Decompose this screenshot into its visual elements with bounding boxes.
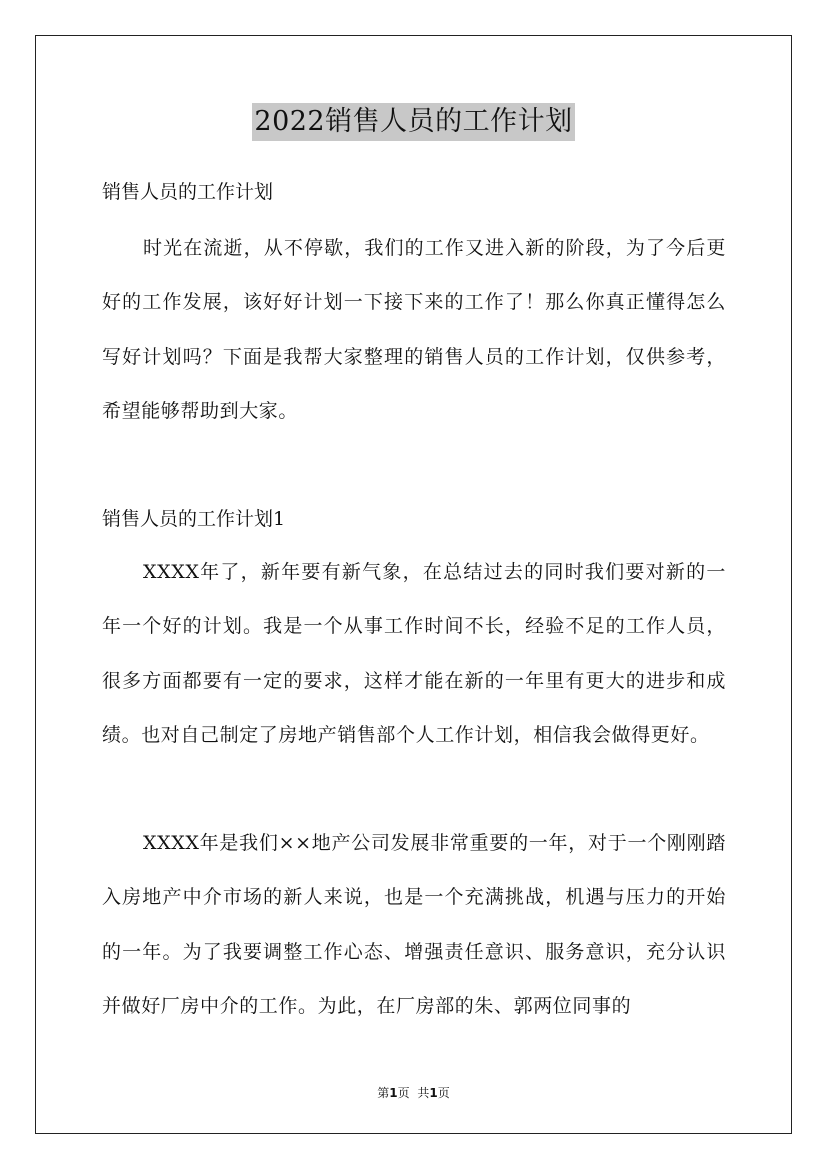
footer-total-pages: 1 <box>429 1086 438 1100</box>
footer-page-suffix: 页 <box>397 1086 410 1100</box>
page-footer <box>0 1086 827 1100</box>
footer-total-suffix: 页 <box>437 1086 450 1100</box>
document-title: 2022销售人员的工作计划 <box>252 103 574 141</box>
paragraph-2: XXXX年是我们××地产公司发展非常重要的一年，对于一个刚刚踏入房地产中介市场的新人来说，也是一个充满挑战，机遇与压力的开始的一年。为了我要调整工作心态、增强责任意识、服务意识，充分认识并做好厂房中介的工作。为此，在厂房部的朱、郭两位同事的 <box>102 832 726 1018</box>
title-container <box>0 103 827 141</box>
subheading-plan-1: 销售人员的工作计划1 <box>102 508 286 530</box>
footer-page-number: 1 <box>389 1086 398 1100</box>
paragraph-1: XXXX年了，新年要有新气象，在总结过去的同时我们要对新的一年一个好的计划。我是一个从事工作时间不长，经验不足的工作人员，很多方面都要有一定的要求，这样才能在新的一年里有更大的进步和成绩。也对自己制定了房地产销售部个人工作计划，相信我会做得更好。 <box>102 561 726 747</box>
footer-total-prefix: 共 <box>417 1086 430 1100</box>
section-heading: 销售人员的工作计划 <box>102 181 274 203</box>
footer-page-prefix: 第 <box>377 1086 390 1100</box>
intro-paragraph: 时光在流逝，从不停歇，我们的工作又进入新的阶段，为了今后更好的工作发展，该好好计划一下接下来的工作了！那么你真正懂得怎么写好计划吗？下面是我帮大家整理的销售人员的工作计划，仅供参考，希望能够帮助到大家。 <box>102 237 726 423</box>
